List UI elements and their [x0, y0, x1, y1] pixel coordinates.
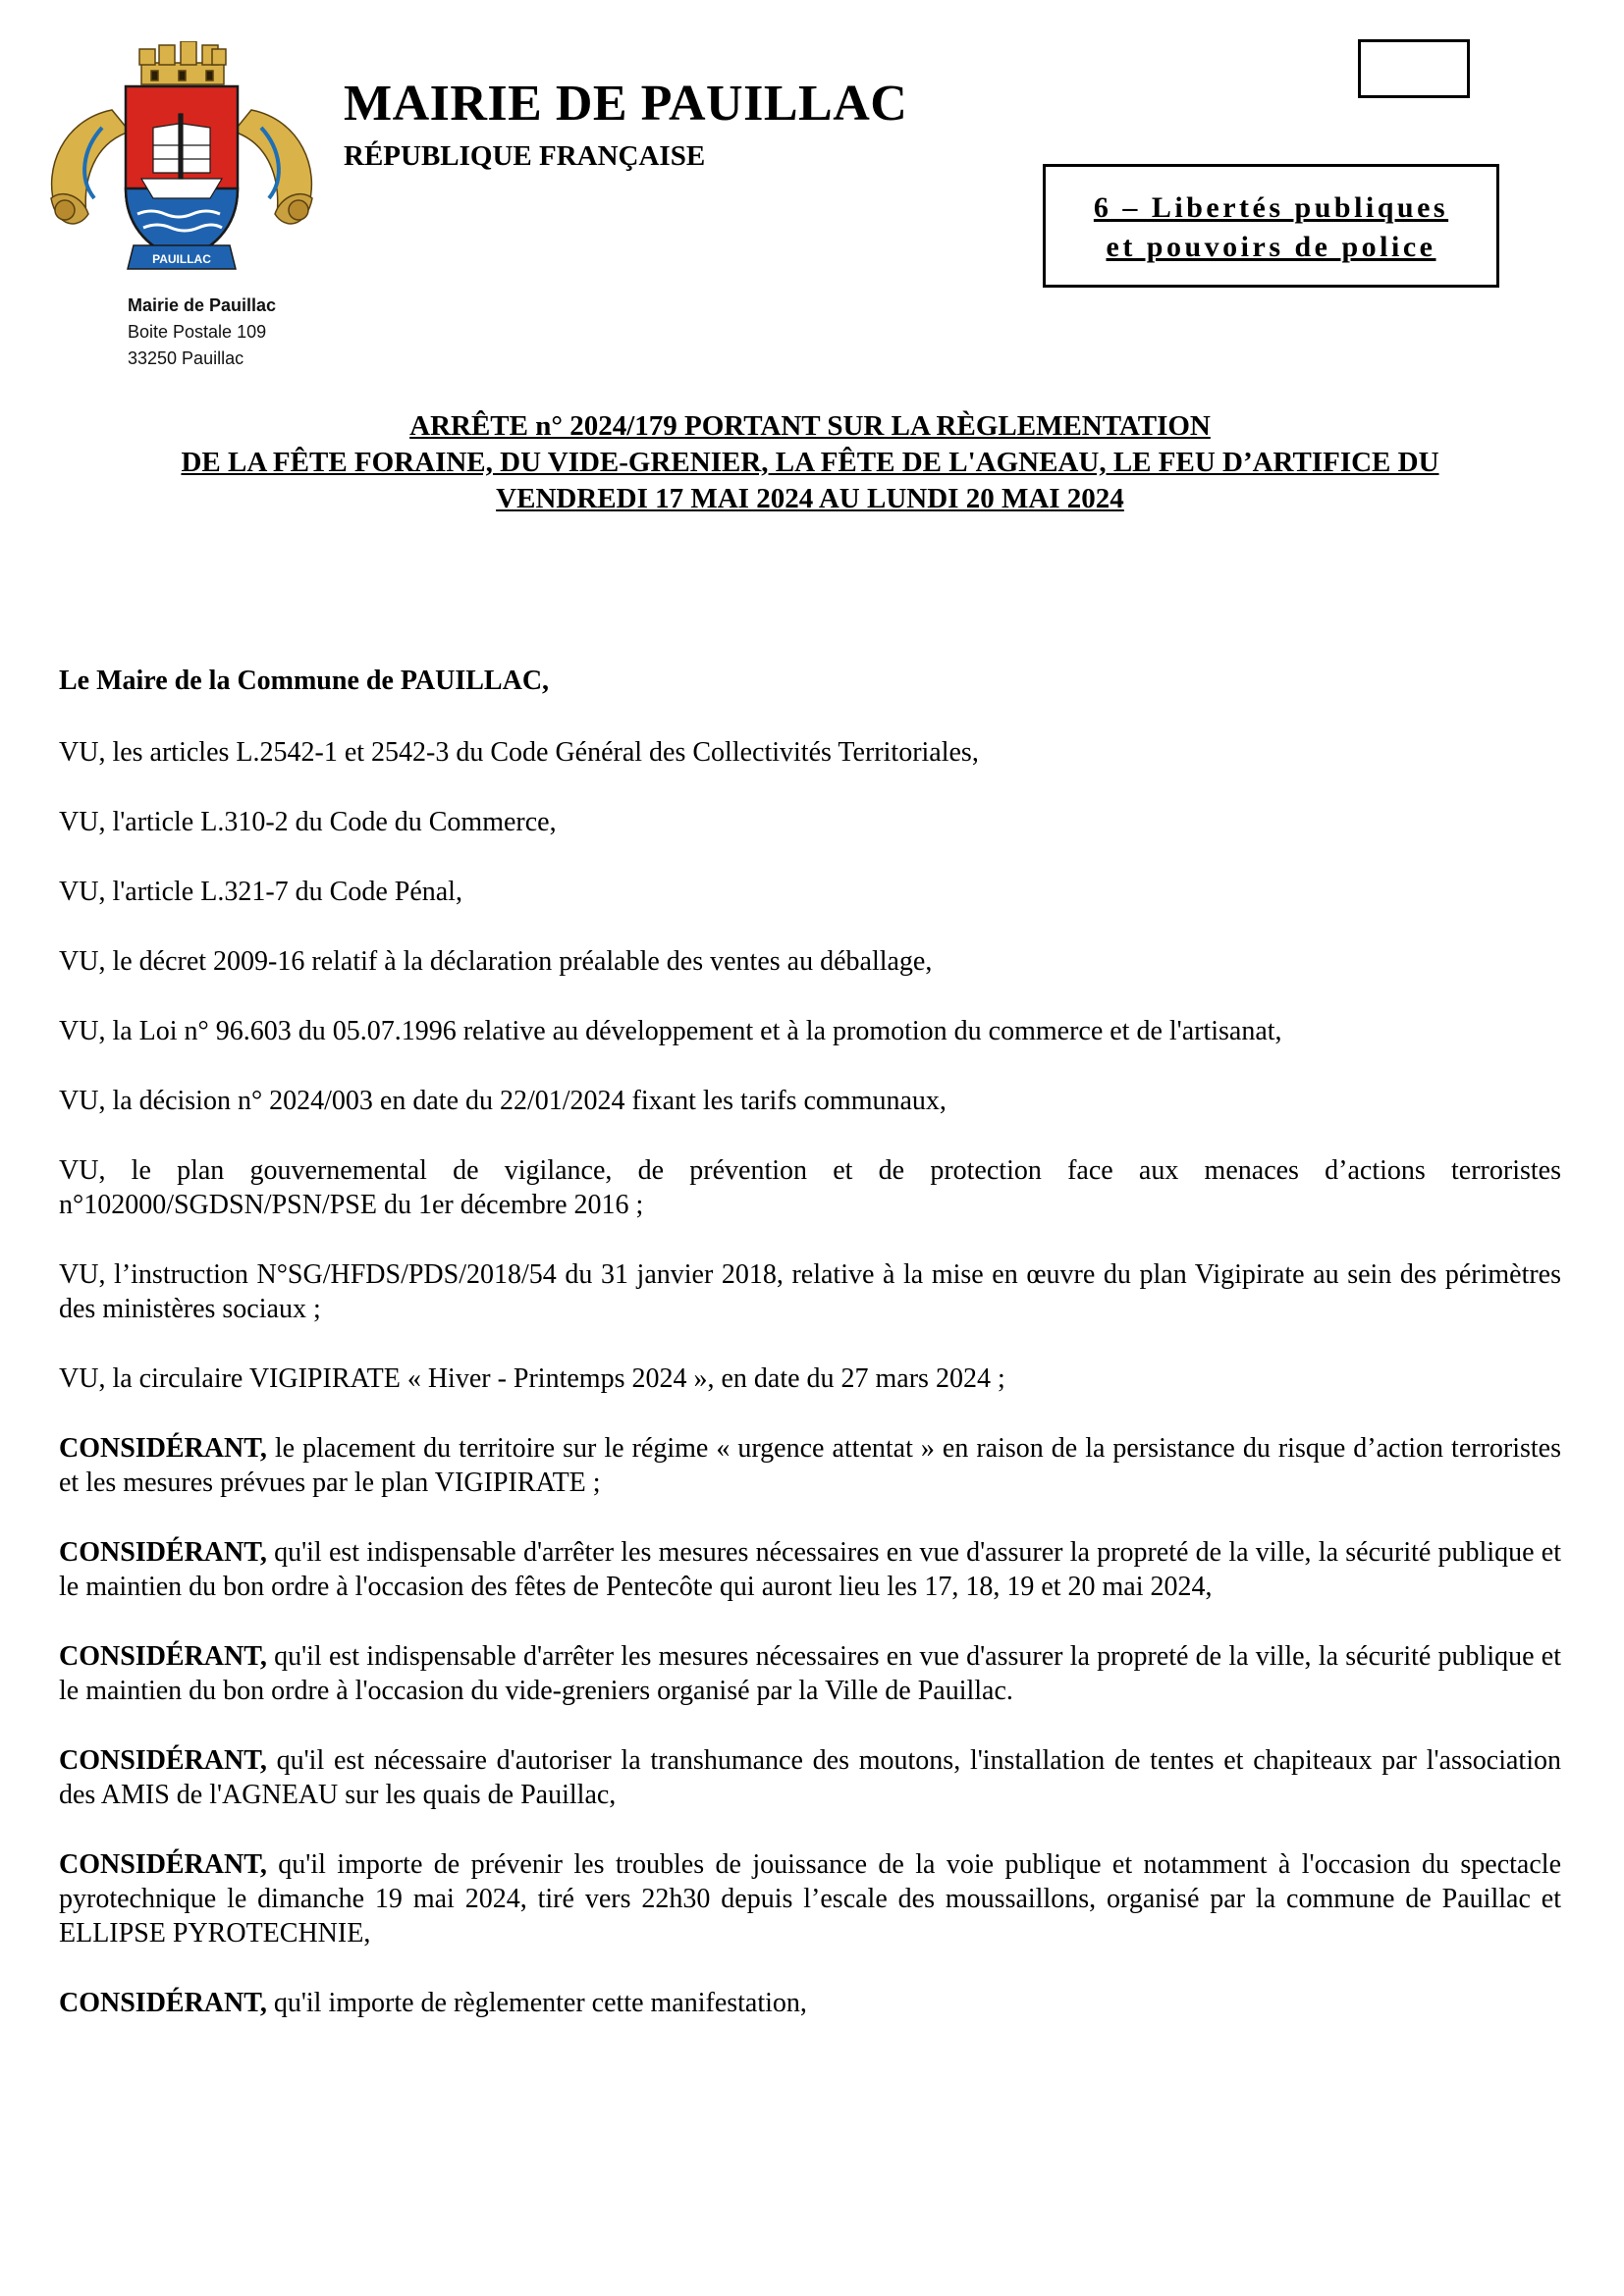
considerant-paragraph [59, 1639, 1561, 1708]
pauillac-coat-of-arms [43, 41, 320, 277]
considerant-label: CONSIDÉRANT, [59, 1745, 267, 1776]
vu-paragraph: VU, les articles L.2542-1 et 2542-3 du Code Général des Collectivités Territoriales, [59, 737, 979, 768]
considerant-label: CONSIDÉRANT, [59, 1849, 267, 1880]
address-line2: 33250 Pauillac [128, 348, 244, 368]
considerant-text: qu'il est nécessaire d'autoriser la transhumance des moutons, l'installation de tentes et chapiteaux par l'association des AMIS de l'AGNEAU sur les quais de Pauillac, [59, 1745, 1561, 1810]
category-line1: 6 – Libertés publiques [1093, 191, 1449, 224]
considerant-text: le placement du territoire sur le régime « urgence attentat » en raison de la persistance du risque d’action terroristes et les mesures prévues par le plan VIGIPIRATE ; [59, 1433, 1561, 1498]
mural-crown [139, 41, 226, 84]
vu-paragraph: VU, la décision n° 2024/003 en date du 22/01/2024 fixant les tarifs communaux, [59, 1086, 947, 1116]
header-title: MAIRIE DE PAUILLAC [344, 76, 908, 132]
considerant-paragraph [59, 1743, 1561, 1812]
vu-paragraph: VU, l'article L.310-2 du Code du Commerce, [59, 807, 557, 837]
vu-paragraph: VU, la circulaire VIGIPIRATE « Hiver - Printemps 2024 », en date du 27 mars 2024 ; [59, 1363, 1005, 1394]
considerant-paragraph [59, 1431, 1561, 1500]
mairie-address [128, 293, 276, 372]
considerant-text: qu'il importe de règlementer cette manifestation, [266, 1988, 807, 2018]
address-name: Mairie de Pauillac [128, 295, 277, 315]
right-cornucopia [234, 110, 312, 224]
address-line1: Boite Postale 109 [128, 322, 267, 342]
vu-paragraph: VU, le plan gouvernemental de vigilance, de prévention et de protection face aux menaces d’actions terroristes n°102000/SGDSN/PSN/PSE du 1er décembre 2016 ; [59, 1155, 1561, 1220]
header-subtitle: RÉPUBLIQUE FRANÇAISE [344, 140, 706, 172]
intro-paragraph: Le Maire de la Commune de PAUILLAC, [59, 666, 550, 696]
considerant-label: CONSIDÉRANT, [59, 1537, 267, 1568]
document-body [59, 664, 1561, 2056]
considerant-text: qu'il est indispensable d'arrêter les mesures nécessaires en vue d'assurer la propreté de la ville, la sécurité publique et le maintien du bon ordre à l'occasion du vide-greniers organisé par la Ville de Pauillac. [59, 1641, 1561, 1706]
vu-paragraph: VU, la Loi n° 96.603 du 05.07.1996 relative au développement et à la promotion du commerce et de l'artisanat, [59, 1016, 1282, 1046]
arrete-title-line1: ARRÊTE n° 2024/179 PORTANT SUR LA RÈGLEMENTATION [409, 410, 1211, 442]
arrete-title [59, 408, 1561, 517]
reference-stamp-box [1358, 39, 1470, 98]
considerant-label: CONSIDÉRANT, [59, 1641, 267, 1672]
considerant-label: CONSIDÉRANT, [59, 1433, 267, 1464]
considerant-label: CONSIDÉRANT, [59, 1988, 267, 2018]
left-cornucopia [51, 110, 130, 224]
considerant-paragraph [59, 1535, 1561, 1604]
vu-paragraph: VU, l’instruction N°SG/HFDS/PDS/2018/54 du 31 janvier 2018, relative à la mise en œuvre du plan Vigipirate au sein des périmètres des ministères sociaux ; [59, 1259, 1561, 1324]
category-line2: et pouvoirs de police [1106, 231, 1436, 263]
considerant-paragraph [59, 1986, 1561, 2020]
motto-banner [128, 245, 236, 269]
considerant-text: qu'il importe de prévenir les troubles de jouissance de la voie publique et notamment à l'occasion du spectacle pyrotechnique le dimanche 19 mai 2024, tiré vers 22h30 depuis l’escale des moussaillons, organisé par la commune de Pauillac et ELLIPSE PYROTECHNIE, [59, 1849, 1561, 1949]
considerant-paragraph [59, 1847, 1561, 1950]
vu-paragraph: VU, le décret 2009-16 relatif à la déclaration préalable des ventes au déballage, [59, 946, 933, 977]
considerant-text: qu'il est indispensable d'arrêter les mesures nécessaires en vue d'assurer la propreté de la ville, la sécurité publique et le maintien du bon ordre à l'occasion des fêtes de Pentecôte qui auront lieu les 17, 18, 19 et 20 mai 2024, [59, 1537, 1561, 1602]
crest-label: PAUILLAC [152, 252, 211, 266]
arrete-title-line2: DE LA FÊTE FORAINE, DU VIDE-GRENIER, LA FÊTE DE L'AGNEAU, LE FEU D’ARTIFICE DU [181, 447, 1439, 478]
category-box [1043, 164, 1499, 288]
vu-paragraph: VU, l'article L.321-7 du Code Pénal, [59, 877, 462, 907]
arrete-title-line3: VENDREDI 17 MAI 2024 AU LUNDI 20 MAI 2024 [496, 483, 1124, 514]
